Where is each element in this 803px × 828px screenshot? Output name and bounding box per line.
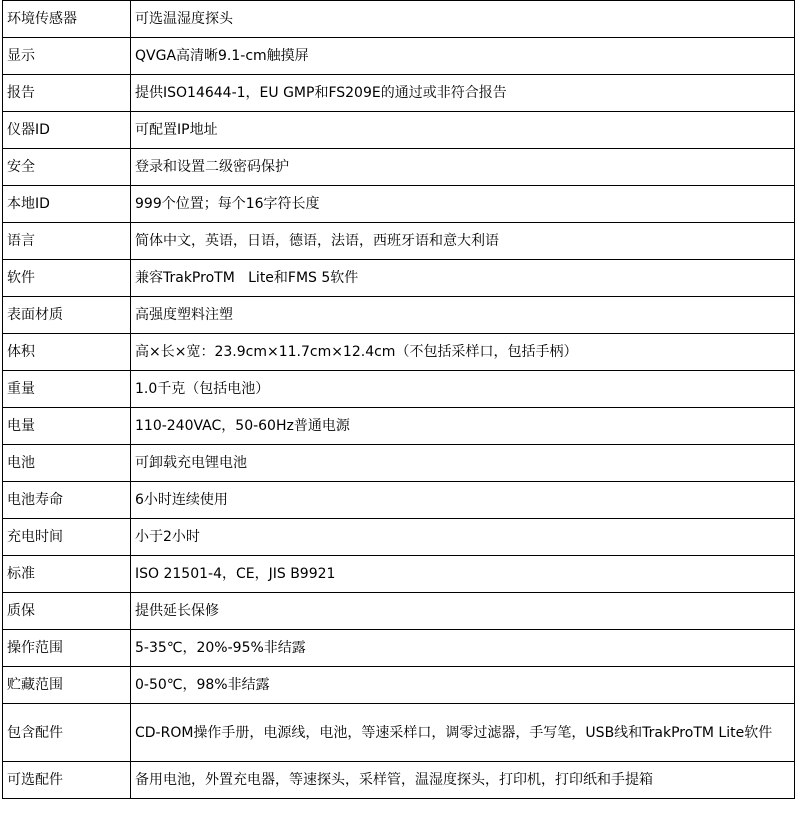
row-label: 标准 [3,556,131,593]
row-value: 简体中文，英语，日语，德语，法语，西班牙语和意大利语 [131,223,795,260]
table-row [3,38,795,75]
row-label: 可选配件 [3,762,131,799]
row-label: 电池寿命 [3,482,131,519]
row-value: 可卸载充电锂电池 [131,445,795,482]
row-value: ISO 21501-4，CE，JIS B9921 [131,556,795,593]
table-row [3,112,795,149]
row-value: 备用电池，外置充电器，等速探头，采样管，温湿度探头，打印机，打印纸和手提箱 [131,762,795,799]
table-row [3,1,795,38]
row-value: 可选温湿度探头 [131,1,795,38]
row-label: 操作范围 [3,630,131,667]
table-row [3,149,795,186]
row-label: 电量 [3,408,131,445]
row-value: 6小时连续使用 [131,482,795,519]
row-label: 体积 [3,334,131,371]
row-value: 提供延长保修 [131,593,795,630]
row-label: 质保 [3,593,131,630]
table-row [3,445,795,482]
row-value: 高强度塑料注塑 [131,297,795,334]
table-row [3,186,795,223]
row-label: 仪器ID [3,112,131,149]
row-value: 1.0千克（包括电池） [131,371,795,408]
table-row [3,630,795,667]
row-label: 包含配件 [3,704,131,762]
row-label: 重量 [3,371,131,408]
table-row [3,704,795,762]
row-label: 表面材质 [3,297,131,334]
row-value: 999个位置；每个16字符长度 [131,186,795,223]
row-label: 报告 [3,75,131,112]
table-row [3,408,795,445]
spec-table [2,0,795,799]
row-value: 0-50℃，98%非结露 [131,667,795,704]
row-label: 贮藏范围 [3,667,131,704]
row-label: 环境传感器 [3,1,131,38]
row-label: 本地ID [3,186,131,223]
row-value: 提供ISO14644-1，EU GMP和FS209E的通过或非符合报告 [131,75,795,112]
table-row [3,223,795,260]
table-row [3,334,795,371]
table-row [3,260,795,297]
row-label: 电池 [3,445,131,482]
table-row [3,667,795,704]
table-row [3,762,795,799]
table-row [3,519,795,556]
row-value: 110-240VAC，50-60Hz普通电源 [131,408,795,445]
row-value: 可配置IP地址 [131,112,795,149]
row-value: CD-ROM操作手册，电源线，电池，等速采样口，调零过滤器，手写笔，USB线和TrakProTM Lite软件 [131,704,795,762]
row-value: 兼容TrakProTM Lite和FMS 5软件 [131,260,795,297]
table-row [3,297,795,334]
row-value: QVGA高清晰9.1-cm触摸屏 [131,38,795,75]
row-value: 高×长×宽：23.9cm×11.7cm×12.4cm（不包括采样口，包括手柄） [131,334,795,371]
row-label: 安全 [3,149,131,186]
row-label: 语言 [3,223,131,260]
row-value: 小于2小时 [131,519,795,556]
table-row [3,75,795,112]
row-value: 登录和设置二级密码保护 [131,149,795,186]
row-value: 5-35℃，20%-95%非结露 [131,630,795,667]
table-row [3,593,795,630]
row-label: 充电时间 [3,519,131,556]
table-row [3,371,795,408]
row-label: 软件 [3,260,131,297]
table-row [3,556,795,593]
table-row [3,482,795,519]
row-label: 显示 [3,38,131,75]
